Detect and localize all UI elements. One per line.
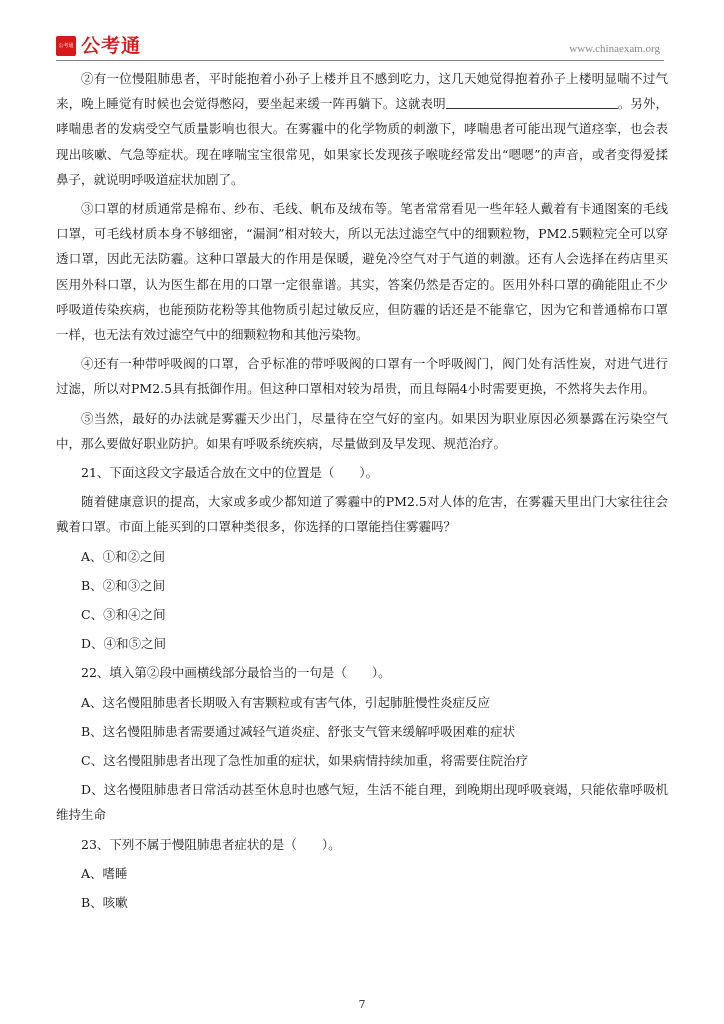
question-22-option-a: A、这名慢阻肺患者长期吸入有害颗粒或有害气体，引起肺脏慢性炎症反应 xyxy=(81,694,491,710)
page-number: 7 xyxy=(358,998,366,1011)
paragraph-5: ⑤当然，最好的办法就是雾霾天少出门，尽量待在空气好的室内。如果因为职业原因必须暴露在污染空气中，那么要做好职业防护。如果有呼吸系统疾病，尽量做到及早发现、规范治疗。 xyxy=(56,410,668,451)
logo-text: 公考通 xyxy=(81,35,142,57)
header-divider xyxy=(56,60,664,61)
question-21-option-c: C、③和④之间 xyxy=(81,607,166,623)
logo-icon: 公考通 xyxy=(56,36,76,56)
paragraph-2 xyxy=(56,66,668,192)
document-body xyxy=(56,66,668,915)
page-header xyxy=(56,34,664,60)
site-url: www.chinaexam.org xyxy=(569,43,660,55)
question-23-stem: 23、下列不属于慢阻肺患者症状的是（ ）。 xyxy=(81,836,341,852)
paragraph-2-after-blank: 。另外，哮喘患者的发病受空气质量影响也很大。在雾霾中的化学物质的刺激下，哮喘患者可能出现气道痉挛，也会表现出咳嗽、气急等症状。现在哮喘宝宝很常见，如果家长发现孩子喉咙经常发出“嗯嗯”的声音，或者变得爱揉鼻子，就说明呼吸道症状加剧了。 xyxy=(56,96,668,187)
question-23-option-a: A、嗜睡 xyxy=(81,865,128,881)
question-21-option-b: B、②和③之间 xyxy=(81,577,166,593)
question-22-option-b: B、这名慢阻肺患者需要通过减轻气道炎症、舒张支气管来缓解呼吸困难的症状 xyxy=(81,723,516,739)
question-23-option-b: B、咳嗽 xyxy=(81,895,128,911)
question-21-passage: 随着健康意识的提高，大家或多或少都知道了雾霾中的PM2.5对人体的危害，在雾霾天里出门大家往往会戴着口罩。市面上能买到的口罩种类很多，你选择的口罩能挡住雾霾吗？ xyxy=(56,494,668,535)
question-22-stem: 22、填入第②段中画横线部分最恰当的一句是（ ）。 xyxy=(81,665,391,681)
paragraph-2-before-blank: ②有一位慢阻肺患者，平时能抱着小孙子上楼并且不感到吃力，这几天她觉得抱着孙子上楼明显喘不过气来，晚上睡觉有时候也会觉得憋闷，要坐起来缓一阵再躺下。这就表明 xyxy=(56,71,668,112)
paragraph-3: ③口罩的材质通常是棉布、纱布、毛线、帆布及绒布等。笔者常常看见一些年轻人戴着有卡通图案的毛线口罩，可毛线材质本身不够细密，“漏洞”相对较大，所以无法过滤空气中的细颗粒物，PM2.5颗粒完全可以穿透口罩，因此无法防霾。这种口罩最大的作用是保暖，避免冷空气对于气道的刺激。还有人会选择在药店里买医用外科口罩，认为医生都在用的口罩一定很靠谱。其实，答案仍然是否定的。医用外科口罩的确能阻止不少呼吸道传染疾病，也能预防花粉等其他物质引起过敏反应，但防霾的话还是不能靠它，因为它和普通棉布口罩一样，也无法有效过滤空气中的细颗粒物和其他污染物。 xyxy=(56,201,668,343)
question-22-option-d: D、这名慢阻肺患者日常活动甚至休息时也感气短，生活不能自理，到晚期出现呼吸衰竭，只能依靠呼吸机维持生命 xyxy=(56,782,668,823)
paragraph-4: ④还有一种带呼吸阀的口罩，合乎标准的带呼吸阀的口罩有一个呼吸阀门，阀门处有活性炭，对进气进行过滤，所以对PM2.5具有抵御作用。但这种口罩相对较为昂贵，而且每隔4小时需要更换，不然将失去作用。 xyxy=(56,356,668,397)
question-22-option-c: C、这名慢阻肺患者出现了急性加重的症状，如果病情持续加重，将需要住院治疗 xyxy=(81,753,529,769)
question-21-option-d: D、④和⑤之间 xyxy=(81,636,167,652)
question-21-option-a: A、①和②之间 xyxy=(81,548,166,564)
question-21-stem: 21、下面这段文字最适合放在文中的位置是（ ）。 xyxy=(81,465,379,481)
answer-blank xyxy=(446,94,618,109)
